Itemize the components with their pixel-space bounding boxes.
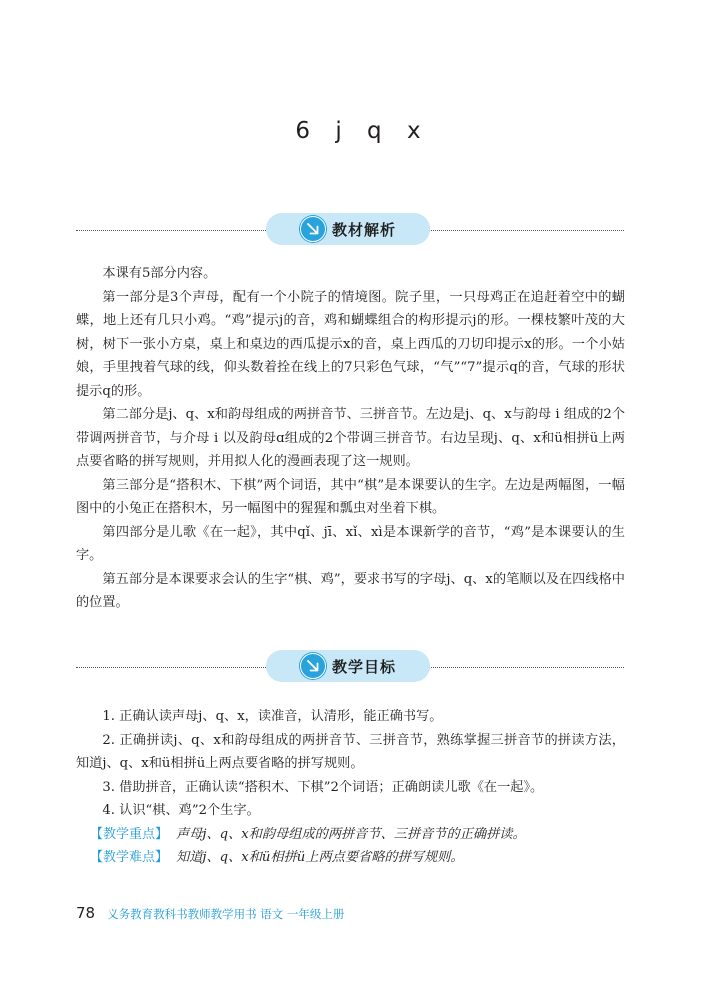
- paragraph: 本课有5部分内容。: [102, 266, 217, 281]
- paragraph: 第一部分是3个声母，配有一个小院子的情境图。院子里，一只母鸡正在追赶着空中的蝴蝶，地上还有几只小鸡。“鸡”提示j的音，鸡和蝴蝶组合的构形提示j的形。一棵枝繁叶茂的大树，树下一张小方桌，桌上和桌边的西瓜提示x的音，桌上西瓜的刀切印提示x的形。一个小姑娘，手里拽着气球的线，仰头数着拴在线上的7只彩色气球，“气”“7”提示q的音，气球的形状提示q的形。: [76, 289, 625, 399]
- goal-item: 1. 正确认读声母j、q、x，读准音，认清形，能正确书写。: [102, 709, 443, 724]
- paragraph: 第三部分是“搭积木、下棋”两个词语，其中“棋”是本课要认的生字。左边是两幅图，一幅图中的小兔正在搭积木，另一幅图中的猩猩和瓢虫对坐着下棋。: [76, 477, 625, 516]
- section-title: 教材解析: [331, 220, 396, 239]
- section-header-goals: [76, 650, 624, 684]
- difficulty-point: [76, 846, 625, 870]
- analysis-body: [76, 262, 625, 615]
- goal-item: 3. 借助拼音，正确认读“搭积木、下棋”2个词语；正确朗读儿歌《在一起》。: [102, 779, 544, 795]
- section-title: 教学目标: [331, 657, 396, 676]
- book-title: 义务教育教科书教师教学用书 语文 一年级上册: [107, 907, 345, 921]
- arrow-down-right-icon: [300, 653, 326, 679]
- difficulty-text: 知道j、q、x和ü相拼ü上两点要省略的拼写规则。: [176, 850, 464, 865]
- key-point-text: 声母j、q、x和韵母组成的两拼音节、三拼音节的正确拼读。: [176, 826, 526, 842]
- section-header-analysis: [76, 213, 624, 247]
- section-title-pill: [266, 650, 430, 682]
- page-footer: [76, 904, 344, 922]
- key-point-label: 【教学重点】: [90, 826, 169, 842]
- difficulty-label: 【教学难点】: [90, 850, 169, 865]
- page-number: 78: [76, 904, 96, 922]
- goal-item: 4. 认识“棋、鸡”2个生字。: [102, 803, 260, 818]
- lesson-title: 6 j q x: [295, 118, 423, 144]
- paragraph: 第二部分是j、q、x和韵母组成的两拼音节、三拼音节。左边是j、q、x与韵母 i 组成的2个带调两拼音节，与介母 i 以及韵母ɑ组成的2个带调三拼音节。右边呈现j、q、x和ü相拼ü上两点要省略的拼写规则，并用拟人化的漫画表现了这一规则。: [76, 407, 625, 469]
- paragraph: 第五部分是本课要求会认的生字“棋、鸡”，要求书写的字母j、q、x的笔顺以及在四线格中的位置。: [76, 571, 625, 610]
- section-title-pill: [266, 213, 430, 245]
- paragraph: 第四部分是儿歌《在一起》，其中qǐ、jī、xǐ、xì是本课新学的音节，“鸡”是本课要认的生字。: [76, 524, 625, 563]
- key-point: [76, 823, 625, 847]
- arrow-down-right-icon: [300, 216, 326, 242]
- goal-item: 2. 正确拼读j、q、x和韵母组成的两拼音节、三拼音节，熟练掌握三拼音节的拼读方法，知道j、q、x和ü相拼ü上两点要省略的拼写规则。: [76, 732, 625, 771]
- goals-body: [76, 705, 625, 870]
